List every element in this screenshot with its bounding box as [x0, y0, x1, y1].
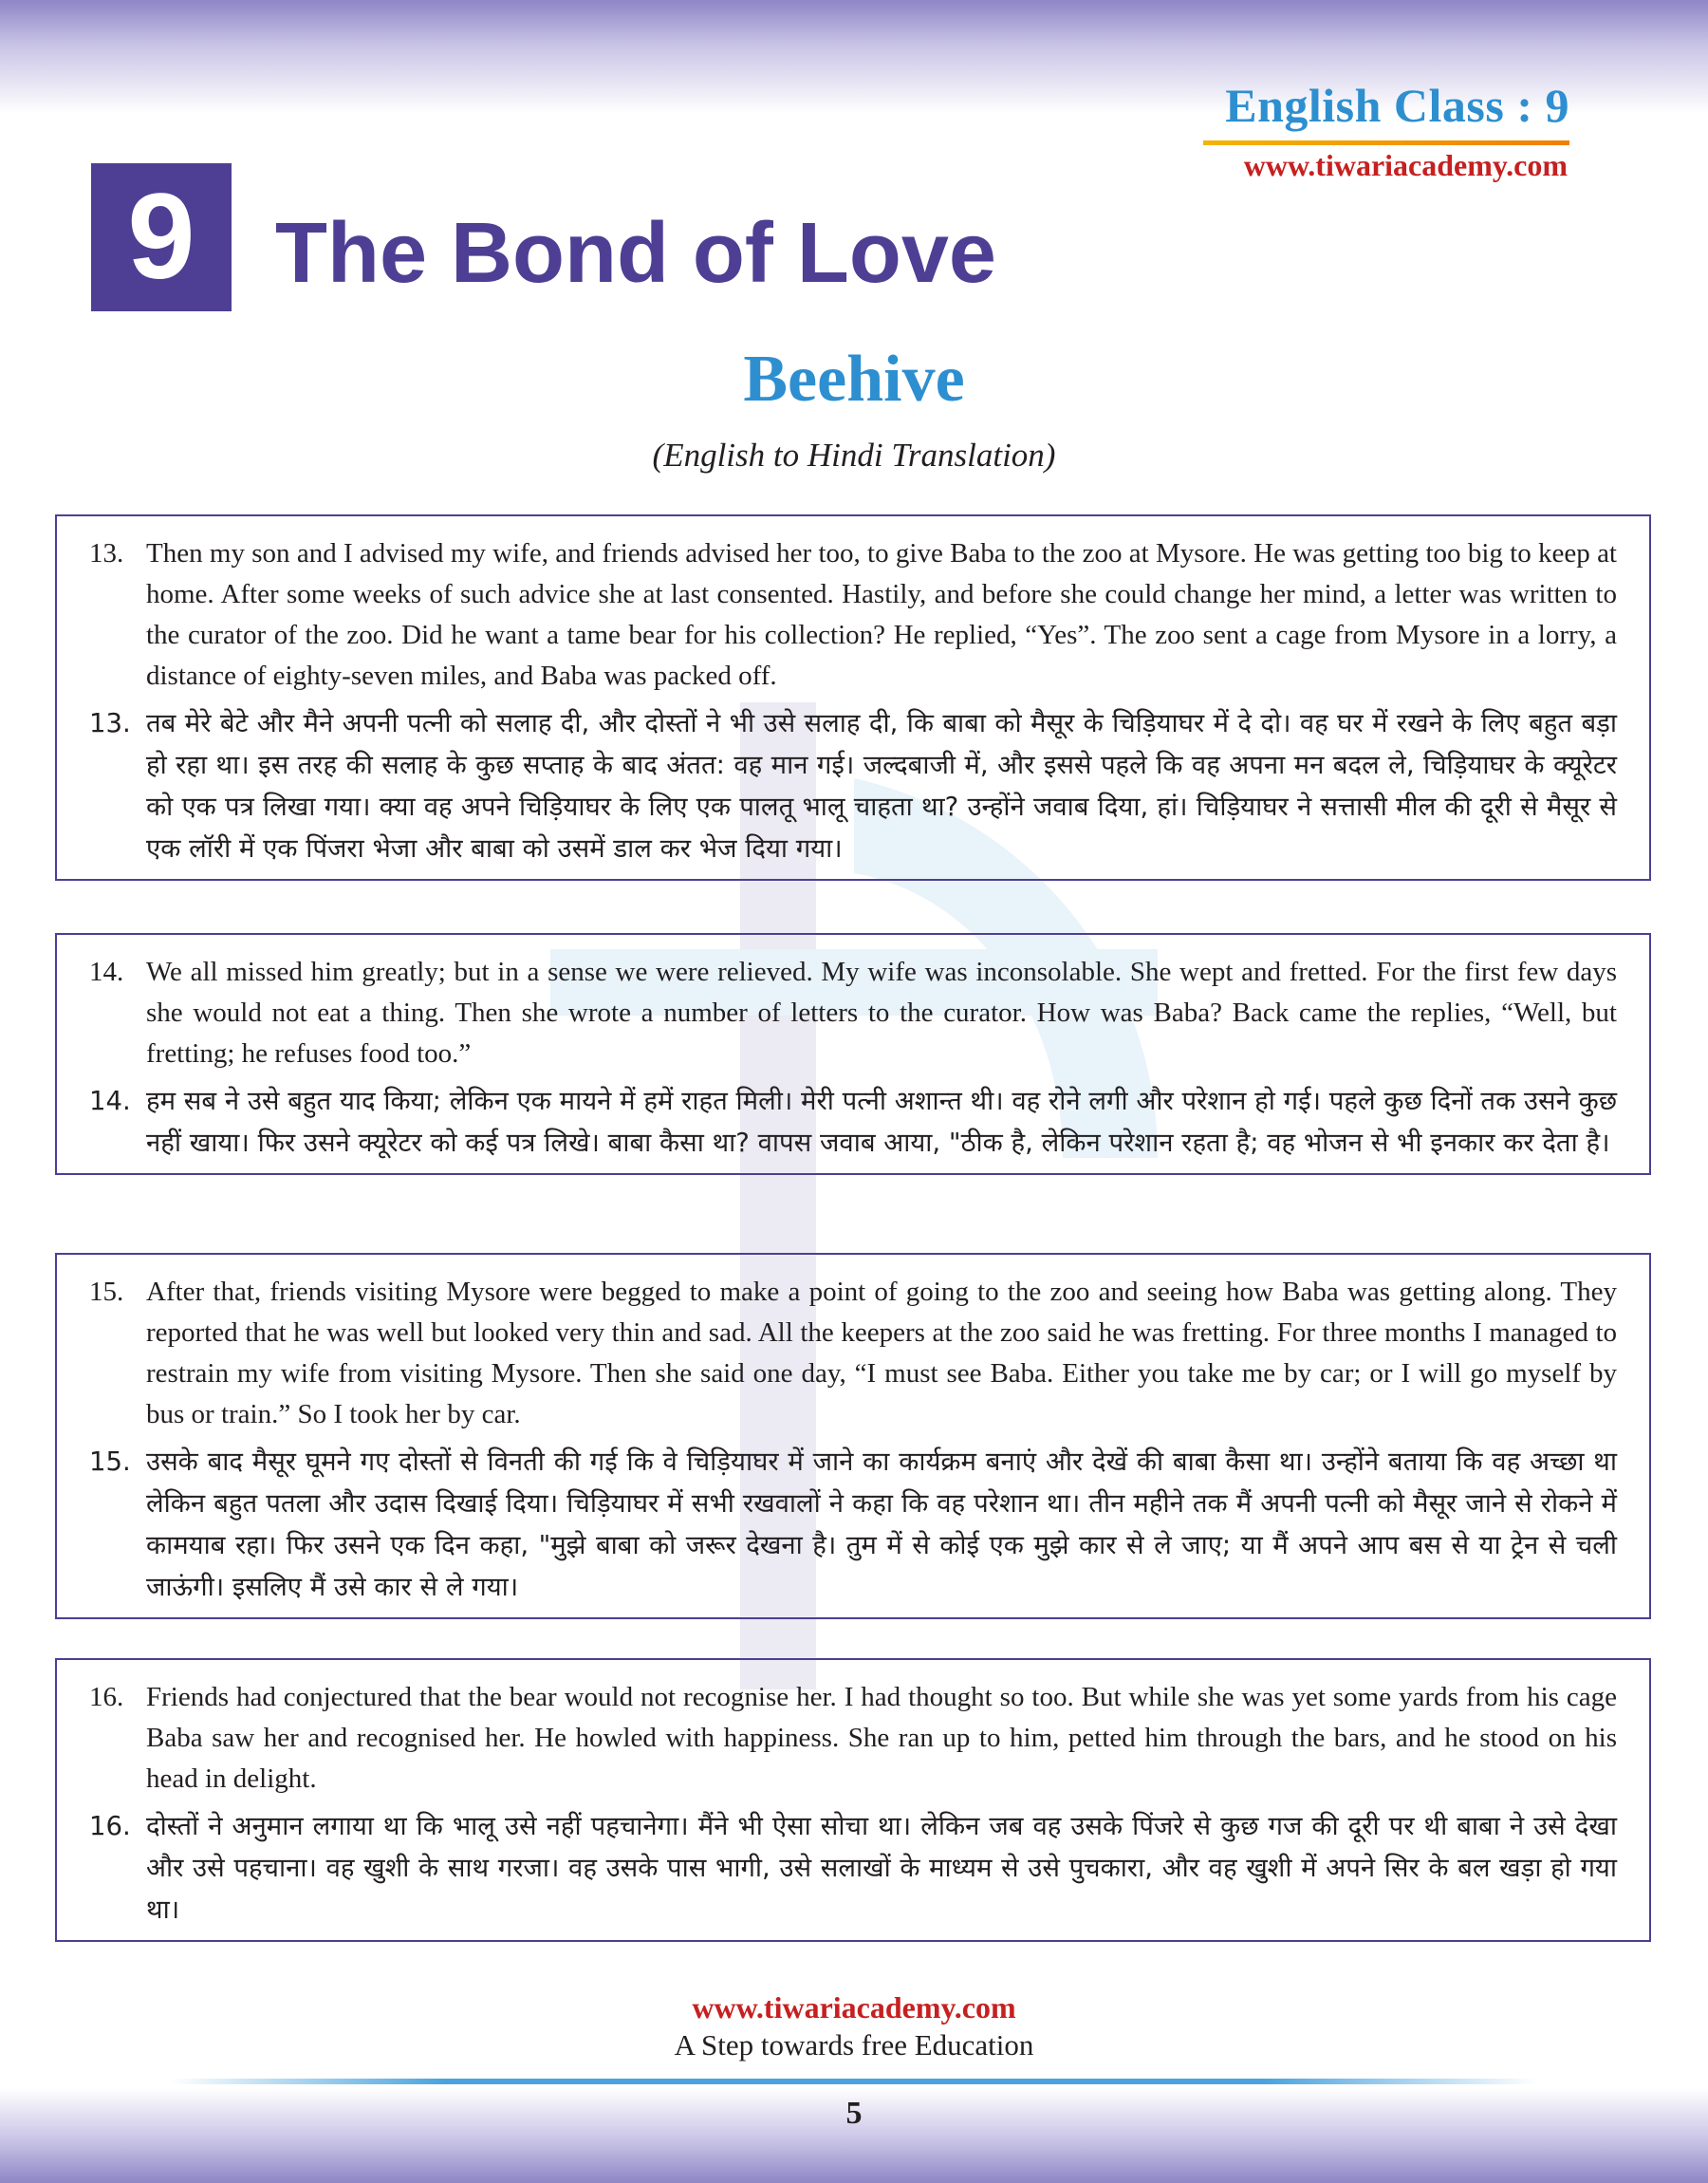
- footer-tagline: A Step towards free Education: [674, 2028, 1034, 2062]
- paragraph-number: 14.: [89, 957, 124, 987]
- paragraph-number: 16.: [89, 1811, 131, 1841]
- paragraph-number: 13.: [89, 538, 124, 569]
- paragraph-box-14: [55, 933, 1651, 1175]
- paragraph-box-13: [55, 514, 1651, 881]
- hindi-paragraph: [89, 702, 1617, 869]
- paragraph-number: 15.: [89, 1446, 131, 1477]
- footer-site-url[interactable]: www.tiwariacademy.com: [692, 1990, 1016, 2024]
- paragraph-number: 15.: [89, 1277, 124, 1307]
- paragraph-number: 16.: [89, 1682, 124, 1712]
- hindi-paragraph: [89, 1441, 1617, 1608]
- header-site-url[interactable]: www.tiwariacademy.com: [1243, 148, 1568, 182]
- paragraph-box-16: [55, 1658, 1651, 1942]
- english-paragraph: [89, 1677, 1617, 1800]
- hindi-paragraph: [89, 1805, 1617, 1931]
- class-label-underline: [1203, 140, 1569, 145]
- book-title: Beehive: [743, 343, 965, 416]
- paragraph-number: 13.: [89, 708, 131, 738]
- english-text: Friends had conjectured that the bear would not recognise her. I had thought so too. But while she was yet some yards from his cage Baba saw her and recognised her. He howled with happiness. She ran up to him, petted him through the bars, and he stood on his head in delight.: [146, 1682, 1617, 1794]
- paragraph-number: 14.: [89, 1086, 131, 1116]
- hindi-text: हम सब ने उसे बहुत याद किया; लेकिन एक मायने में हमें राहत मिली। मेरी पत्नी अशान्त थी। वह रोने लगी और परेशान हो गई। पहले कुछ दिनों तक उसने कुछ नहीं खाया। फिर उसने क्यूरेटर को कई पत्र लिखे। बाबा कैसा था? वापस जवाब आया, "ठीक है, लेकिन परेशान रहता है; वह भोजन से भी इनकार कर देता है।: [146, 1086, 1617, 1158]
- english-text: After that, friends visiting Mysore were begged to make a point of going to the zoo and seeing how Baba was getting along. They reported that he was well but looked very thin and sad. All the keepers at the zoo said he was fretting. For three months I managed to restrain my wife from visiting Mysore. Then she said one day, “I must see Baba. Either you take me by car; or I will go myself by bus or train.” So I took her by car.: [146, 1277, 1617, 1429]
- chapter-number-box: 9: [91, 163, 232, 311]
- english-paragraph: [89, 952, 1617, 1074]
- chapter-title: The Bond of Love: [275, 206, 996, 301]
- english-text: We all missed him greatly; but in a sense we were relieved. My wife was inconsolable. She wept and fretted. For the first few days she would not eat a thing. Then she wrote a number of letters to the curator. How was Baba? Back came the replies, “Well, but fretting; he refuses food too.”: [146, 957, 1617, 1069]
- footer-divider: [171, 2079, 1537, 2084]
- hindi-text: दोस्तों ने अनुमान लगाया था कि भालू उसे नहीं पहचानेगा। मैंने भी ऐसा सोचा था। लेकिन जब वह उसके पिंजरे से कुछ गज की दूरी पर थी बाबा ने उसे देखा और उसे पहचाना। वह खुशी के साथ गरजा। वह उसके पास भागी, उसे सलाखों के माध्यम से उसे पुचकारा, और वह खुशी में अपने सिर के बल खड़ा हो गया था।: [146, 1811, 1617, 1925]
- page-number: 5: [845, 2096, 863, 2131]
- hindi-text: तब मेरे बेटे और मैने अपनी पत्नी को सलाह दी, और दोस्तों ने भी उसे सलाह दी, कि बाबा को मैसूर के चिड़ियाघर में दे दो। वह घर में रखने के लिए बहुत बड़ा हो रहा था। इस तरह की सलाह के कुछ सप्ताह के बाद अंतत: वह मान गई। जल्दबाजी में, और इससे पहले कि वह अपना मन बदल ले, चिड़ियाघर के क्यूरेटर को एक पत्र लिखा गया। क्या वह अपने चिड़ियाघर के लिए एक पालतू भालू चाहता था? उन्होंने जवाब दिया, हां। चिड़ियाघर ने सत्तासी मील की दूरी से मैसूर से एक लॉरी में एक पिंजरा भेजा और बाबा को उसमें डाल कर भेज दिया गया।: [146, 708, 1617, 864]
- english-paragraph: [89, 1272, 1617, 1435]
- class-label: English Class : 9: [1225, 79, 1569, 132]
- hindi-paragraph: [89, 1080, 1617, 1164]
- english-paragraph: [89, 533, 1617, 697]
- english-text: Then my son and I advised my wife, and friends advised her too, to give Baba to the zoo at Mysore. He was getting too big to keep at home. After some weeks of such advice she at last consented. Hastily, and before she could change her mind, a letter was written to the curator of the zoo. Did he want a tame bear for his collection? He replied, “Yes”. The zoo sent a cage from Mysore in a lorry, a distance of eighty-seven miles, and Baba was packed off.: [146, 538, 1617, 691]
- paragraph-box-15: [55, 1253, 1651, 1619]
- subtitle: (English to Hindi Translation): [652, 437, 1056, 474]
- hindi-text: उसके बाद मैसूर घूमने गए दोस्तों से विनती की गई कि वे चिड़ियाघर में जाने का कार्यक्रम बनाएं और देखें की बाबा कैसा था। उन्होंने बताया कि वह अच्छा था लेकिन बहुत पतला और उदास दिखाई दिया। चिड़ियाघर में सभी रखवालों ने कहा कि वह परेशान था। तीन महीने तक मैं अपनी पत्नी को मैसूर जाने से रोकने में कामयाब रहा। फिर उसने एक दिन कहा, "मुझे बाबा को जरूर देखना है। तुम में से कोई एक मुझे कार से ले जाए; या मैं अपने आप बस से या ट्रेन से चली जाऊंगी। इसलिए मैं उसे कार से ले गया।: [146, 1446, 1617, 1602]
